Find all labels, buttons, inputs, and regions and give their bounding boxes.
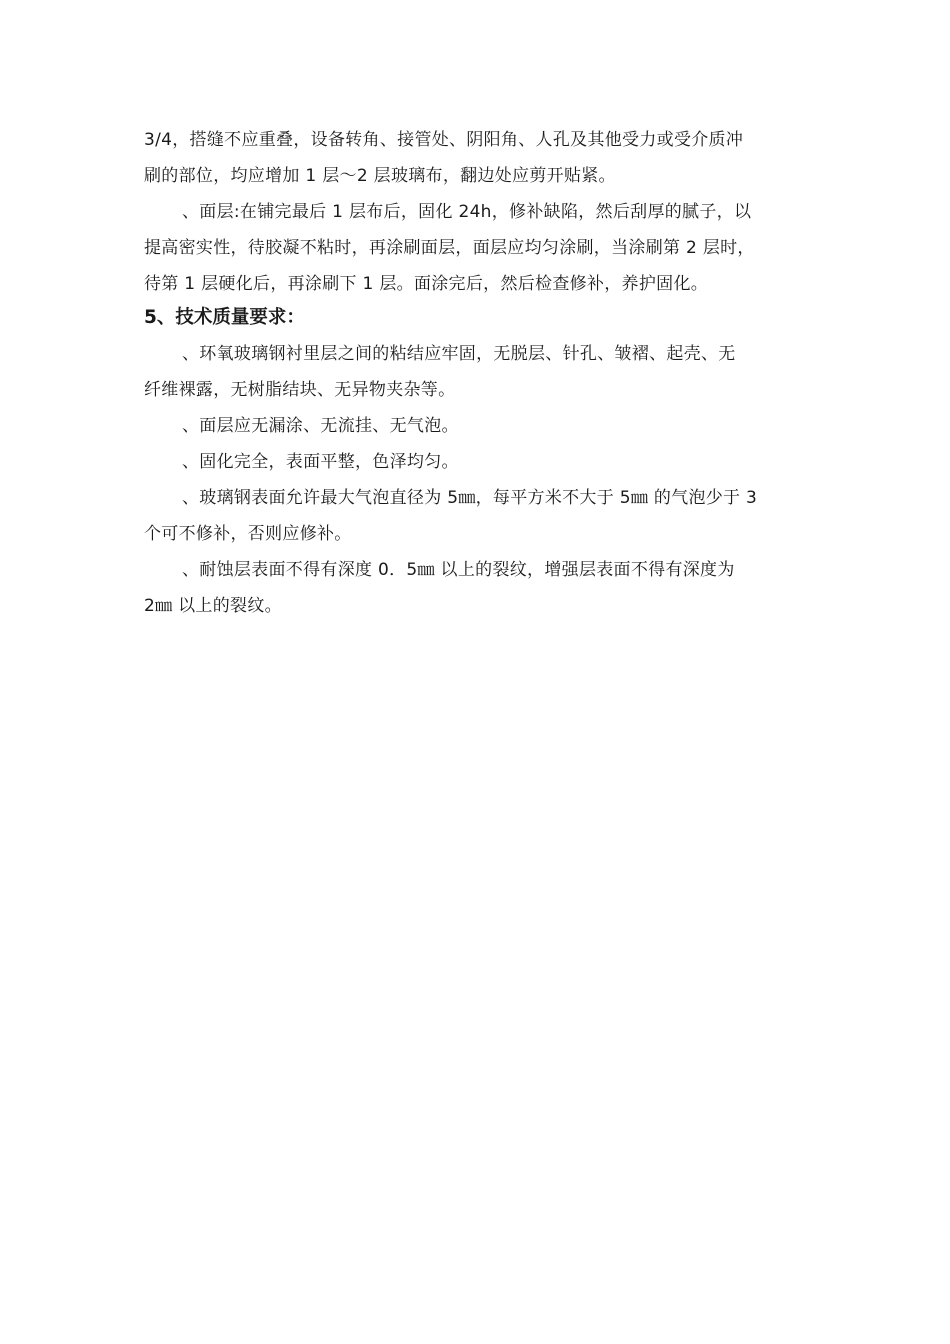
- paragraph-line: 刷的部位，均应增加 1 层～2 层玻璃布，翻边处应剪开贴紧。: [144, 166, 616, 186]
- requirement-line: 、面层应无漏涂、无流挂、无气泡。: [182, 416, 459, 436]
- requirement-line: 、耐蚀层表面不得有深度 0．5㎜ 以上的裂纹，增强层表面不得有深度为: [182, 560, 735, 580]
- paragraph-line: 待第 1 层硬化后，再涂刷下 1 层。面涂完后，然后检查修补，养护固化。: [144, 274, 709, 294]
- paragraph-line: 、面层:在铺完最后 1 层布后，固化 24h，修补缺陷，然后刮厚的腻子，以: [182, 202, 752, 222]
- paragraph-line: 3/4，搭缝不应重叠，设备转角、接管处、阴阳角、人孔及其他受力或受介质冲: [144, 130, 744, 150]
- paragraph-line: 提高密实性，待胶凝不粘时，再涂刷面层，面层应均匀涂刷，当涂刷第 2 层时，: [144, 238, 755, 258]
- section-heading: 5、技术质量要求：: [144, 307, 305, 328]
- requirement-line: 纤维裸露，无树脂结块、无异物夹杂等。: [144, 380, 456, 400]
- document-body: [144, 122, 820, 624]
- requirement-line: 、固化完全，表面平整，色泽均匀。: [182, 452, 459, 472]
- requirement-line: 、环氧玻璃钢衬里层之间的粘结应牢固，无脱层、针孔、皱褶、起壳、无: [182, 344, 736, 364]
- requirement-line: 、玻璃钢表面允许最大气泡直径为 5㎜，每平方米不大于 5㎜ 的气泡少于 3: [182, 488, 758, 508]
- requirement-line: 2㎜ 以上的裂纹。: [144, 596, 282, 616]
- requirement-line: 个可不修补，否则应修补。: [144, 524, 352, 544]
